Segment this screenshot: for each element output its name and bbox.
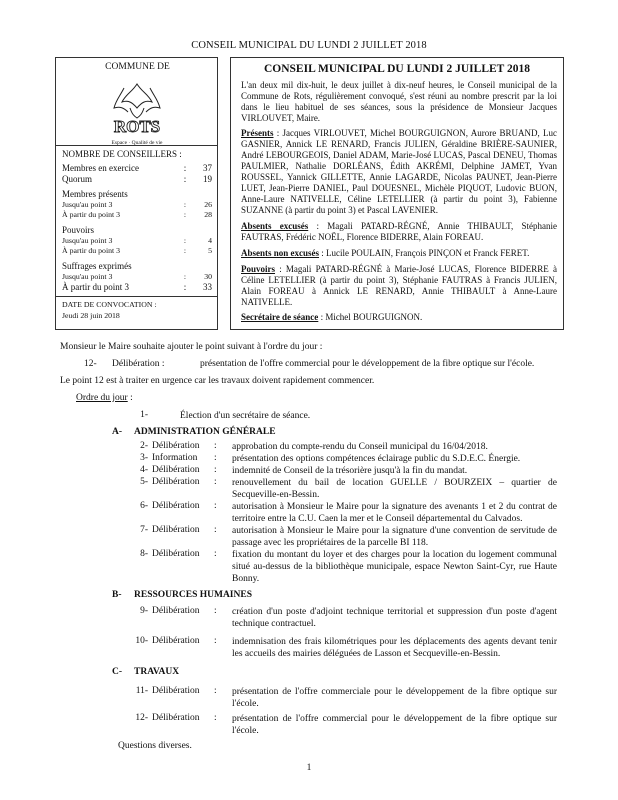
item-text: renouvellement du bail de location GUELLE / BOURZEIX – quartier de Secqueville-en-Bessin. [232, 478, 557, 500]
item-number: 9- [140, 606, 148, 616]
membres-exercice-row: Membres en exercice : 37 [62, 163, 212, 173]
item-colon: : [214, 453, 217, 463]
absents-non-excuses-paragraph: Absents non excusés : Lucile POULAIN, François PINÇON et Franck FERET. [241, 248, 530, 258]
item-number: 1- [140, 410, 148, 420]
item-text: Élection d'un secrétaire de séance. [180, 411, 311, 421]
logo-text: ROTS [113, 117, 161, 136]
rots-logo-icon [104, 78, 170, 148]
minutes-title: CONSEIL MUNICIPAL DU LUNDI 2 JUILLET 2018 [263, 63, 531, 75]
secretaire-paragraph: Secrétaire de séance : Michel BOURGUIGNON. [241, 312, 423, 322]
questions-diverses: Questions diverses. [118, 741, 192, 751]
item-number: 7- [140, 525, 148, 535]
item-kind: Délibération [152, 525, 200, 535]
item-number: 11- [135, 686, 148, 696]
item-number: 6- [140, 501, 148, 511]
item-kind: Délibération [152, 477, 200, 487]
item-kind: Délibération [152, 501, 200, 511]
section-letter: A- [112, 427, 123, 437]
item-text: création d'un poste d'adjoint technique territorial et suppression d'un poste d'agent technique contractuel. [232, 607, 557, 629]
suffrages-label: Suffrages exprimés [62, 261, 132, 271]
logo-tagline: Espace · Qualité de vie [111, 140, 163, 146]
item-colon: : [214, 525, 217, 535]
maire-line: Monsieur le Maire souhaite ajouter le point suivant à l'ordre du jour : [60, 342, 323, 352]
item-kind: Délibération [152, 713, 200, 723]
quorum-row: Quorum : 19 [62, 174, 212, 184]
item-text: approbation du compte-rendu du Conseil municipal du 16/04/2018. [232, 442, 488, 452]
commune-label: COMMUNE DE [105, 62, 170, 72]
item-kind: Délibération [152, 549, 200, 559]
item-text: présentation de l'offre commercial pour le développement de la fibre optique sur l'école. [232, 714, 557, 736]
commune-logo [104, 78, 170, 148]
item-text: présentation des options compétences éclairage public du S.D.E.C. Énergie. [232, 454, 521, 464]
urgence-line: Le point 12 est à traiter en urgence car les travaux doivent rapidement commencer. [60, 376, 375, 386]
section-title: ADMINISTRATION GÉNÉRALE [134, 427, 276, 437]
section-letter: C- [112, 667, 123, 677]
item-number: 3- [140, 453, 148, 463]
item-number: 2- [140, 441, 148, 451]
item-number: 4- [140, 465, 148, 475]
item-text: autorisation à Monsieur le Maire pour la signature d'une convention de servitude de passage avec les propriétaires de la parcelle BI 118. [232, 526, 557, 548]
convocation-label: DATE DE CONVOCATION : [62, 300, 157, 309]
item-text: présentation de l'offre commerciale pour le développement de la fibre optique sur l'école. [232, 687, 557, 709]
page-title: CONSEIL MUNICIPAL DU LUNDI 2 JUILLET 2018 [191, 40, 427, 51]
item-text: indemnité de Conseil de la trésorière jusqu'à la fin du mandat. [232, 466, 468, 476]
section-title: RESSOURCES HUMAINES [134, 590, 252, 600]
pouvoirs-row: À partir du point 3 : 5 [62, 246, 212, 255]
conseillers-title: NOMBRE DE CONSEILLERS : [62, 149, 182, 159]
membres-presents-row: À partir du point 3 : 28 [62, 210, 212, 219]
item-kind: Délibération [152, 465, 200, 475]
membres-presents-label: Membres présents [62, 189, 128, 199]
membres-presents-row: Jusqu'au point 3 : 26 [62, 200, 212, 209]
item-text: indemnisation des frais kilométriques pour les déplacements des agents devant tenir les accueils des mairies déléguées de Lasson et Secqueville-en-Bessin. [232, 637, 557, 659]
item-kind: Information [152, 453, 198, 463]
item-colon: : [214, 501, 217, 511]
item-colon: : [214, 441, 217, 451]
item-colon: : [214, 713, 217, 723]
item-colon: : [214, 477, 217, 487]
item-colon: : [214, 465, 217, 475]
convocation-date: Jeudi 28 juin 2018 [62, 311, 120, 320]
item-kind: Délibération [152, 606, 200, 616]
item-colon: : [214, 549, 217, 559]
item-number: 5- [140, 477, 148, 487]
ordre-du-jour-label: Ordre du jour : [76, 393, 133, 403]
absents-excuses-paragraph: Absents excusés : Magali PATARD-RÉGNÉ, Annie THIBAULT, Stéphanie FAUTRAS, Frédéric NOËL, Florence BIDERRE, Alain FOREAU. [241, 221, 557, 242]
info-box [55, 57, 218, 330]
added-point-num: 12- [84, 359, 97, 369]
divider [56, 145, 217, 146]
item-colon: : [214, 686, 217, 696]
minutes-box [230, 57, 564, 330]
item-text: autorisation à Monsieur le Maire pour la signature des avenants 1 et 2 du contrat de territoire entre la C.U. Caen la mer et le Conseil départemental du Calvados. [232, 502, 557, 524]
item-kind: Délibération [152, 636, 200, 646]
suffrages-row: À partir du point 3 : 33 [62, 282, 212, 292]
section-title: TRAVAUX [134, 667, 180, 677]
divider [56, 296, 217, 297]
added-point-kind: Délibération : [112, 359, 165, 369]
item-number: 10- [135, 636, 148, 646]
item-colon: : [214, 606, 217, 616]
pouvoirs-row: Jusqu'au point 3 : 4 [62, 236, 212, 245]
added-point-text: présentation de l'offre commercial pour le développement de la fibre optique sur l'école. [200, 359, 535, 369]
suffrages-row: Jusqu'au point 3 : 30 [62, 272, 212, 281]
item-text: fixation du montant du loyer et des charges pour la location du logement communal situé au-dessus de la bibliothèque municipale, espace Newton Saint-Cyr, rue Haute Bonny. [232, 550, 557, 584]
pouvoirs-paragraph: Pouvoirs : Magali PATARD-RÉGNÉ à Marie-José LUCAS, Florence BIDERRE à Céline LETELLIER (à partir du point 3), Stéphanie FAUTRAS à Francis JULIEN, Alain FOREAU à Annick LE RENARD, Annie THIBAULT à Anne-Laure NATIVELLE. [241, 264, 557, 307]
item-number: 12- [135, 713, 148, 723]
section-letter: B- [112, 590, 122, 600]
intro-paragraph: L'an deux mil dix-huit, le deux juillet à dix-neuf heures, le Conseil municipal de la Commune de Rots, régulièrement convoqué, s'est réuni au nombre prescrit par la loi dans le lieu habituel de ses séances, sous la présidence de Monsieur Jacques VIRLOUVET, Maire. [241, 80, 557, 123]
item-colon: : [214, 636, 217, 646]
page-number: 1 [306, 763, 312, 773]
item-kind: Délibération [152, 686, 200, 696]
presents-paragraph: Présents : Jacques VIRLOUVET, Michel BOURGUIGNON, Aurore BRUAND, Luc GASNIER, Annick LE RENARD, Francis JULIEN, Géraldine BRIÈRE-SAUNIER, André LEBOURGEOIS, Daniel ADAM, Marie-José LUCAS, Pascal DENEU, Thomas PAULMIER, Nathalie DORLÉANS, Édith AKRÉMI, Delphine JAMET, Yvan ROUSSEL, Yannick GILLETTE, Annie LAGARDE, Nicolas PAUNET, Jean-Pierre LUET, Jean-Pierre DANIEL, Paul DOUESNEL, Michèle PIQUOT, Ludovic BUON, Anne-Laure NATIVELLE, Céline LETELLIER (à partir du point 3), Fabienne SUZANNE (à partir du point 3) et Pascal LAVENIER. [241, 128, 557, 215]
item-number: 8- [140, 549, 148, 559]
item-kind: Délibération [152, 441, 200, 451]
pouvoirs-label: Pouvoirs [62, 225, 95, 235]
